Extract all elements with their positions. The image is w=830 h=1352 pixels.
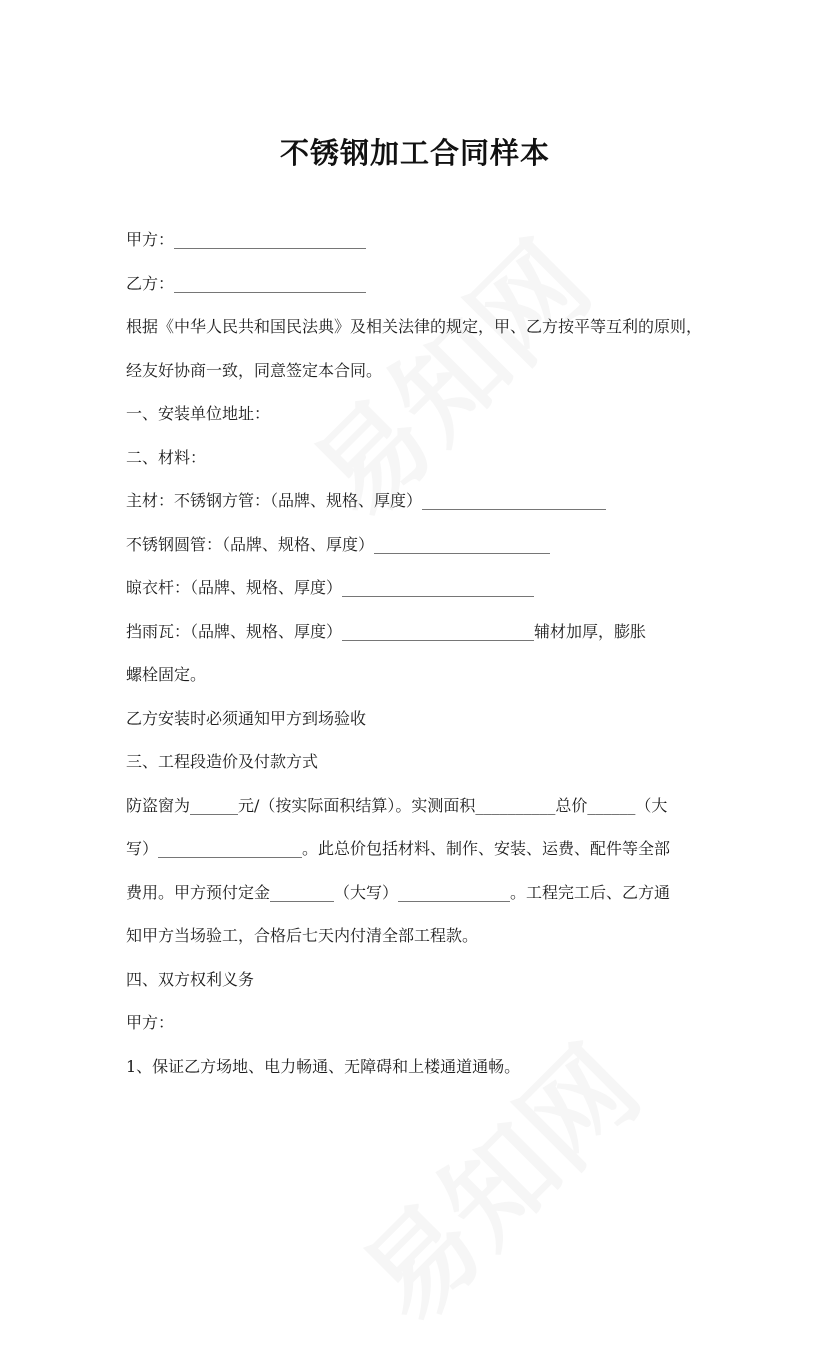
material-bolt-line: 螺栓固定。 bbox=[126, 665, 207, 684]
party-a-duties-heading: 甲方： bbox=[126, 1013, 175, 1032]
price-line-4: 知甲方当场验工，合格后七天内付清全部工程款。 bbox=[126, 926, 479, 945]
section-4-heading: 四、双方权利义务 bbox=[126, 969, 255, 989]
party-a-line: 甲方：________________________ bbox=[126, 230, 367, 249]
preamble-line-2: 经友好协商一致，同意签定本合同。 bbox=[126, 360, 383, 380]
inspection-notice: 乙方安装时必须通知甲方到场验收 bbox=[126, 708, 367, 728]
document-body bbox=[126, 218, 711, 1088]
document-title: 不锈钢加工合同样本 bbox=[279, 136, 550, 171]
preamble-line-1: 根据《中华人民共和国民法典》及相关法律的规定，甲、乙方按平等互利的原则， bbox=[126, 317, 703, 336]
section-3-heading: 三、工程段造价及付款方式 bbox=[126, 752, 319, 771]
party-b-line: 乙方：________________________ bbox=[126, 273, 367, 293]
price-line-2: 写）__________________。此总价包括材料、制作、安装、运费、配件等全部 bbox=[126, 839, 671, 858]
material-square-tube: 主材：不锈钢方管：（品牌、规格、厚度）_______________________ bbox=[126, 491, 607, 510]
section-2-heading: 二、材料： bbox=[126, 447, 207, 467]
section-1-heading: 一、安装单位地址： bbox=[126, 404, 271, 423]
price-line-1: 防盗窗为______元/（按实际面积结算）。实测面积__________总价______（大 bbox=[126, 795, 668, 815]
price-line-3: 费用。甲方预付定金________（大写）______________。工程完工后、乙方通 bbox=[126, 882, 671, 902]
material-rain-tile: 挡雨瓦：（品牌、规格、厚度）________________________辅材加厚，膨胀 bbox=[126, 621, 647, 641]
material-drying-rod: 晾衣杆：（品牌、规格、厚度）________________________ bbox=[126, 578, 535, 597]
party-a-duty-1: 1、保证乙方场地、电力畅通、无障碍和上楼通道通畅。 bbox=[126, 1056, 521, 1076]
material-round-tube: 不锈钢圆管：（品牌、规格、厚度）______________________ bbox=[126, 534, 551, 554]
